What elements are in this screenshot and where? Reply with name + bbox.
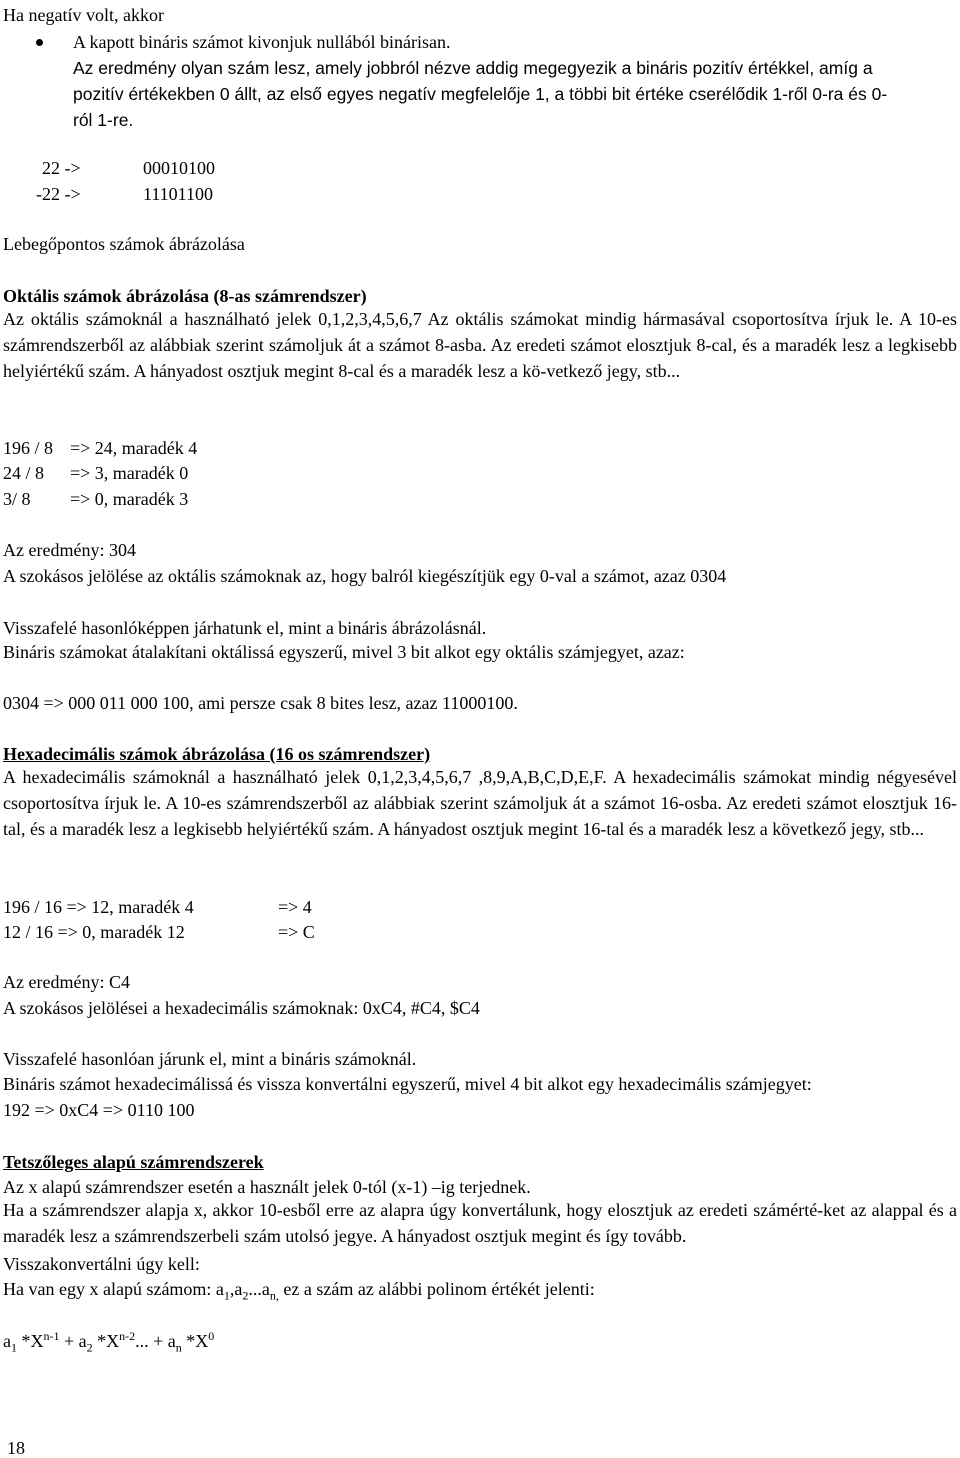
hex-notation: A szokásos jelölései a hexadecimális számoknak: 0xC4, #C4, $C4 xyxy=(3,998,480,1018)
negative-paragraph-line-3: ról 1-re. xyxy=(73,110,134,130)
octal-division-1-result: => 24, maradék 4 xyxy=(70,438,198,458)
arbitrary-line-2: Visszakonvertálni úgy kell: xyxy=(3,1254,200,1274)
negative-paragraph-line-1: Az eredmény olyan szám lesz, amely jobbról nézve addig megegyezik a bináris pozitív értékkel, amíg a xyxy=(73,58,873,78)
octal-notation: A szokásos jelölése az oktális számoknak az, hogy balról kiegészítjük egy 0-val a számot, azaz 0304 xyxy=(3,566,727,586)
octal-division-2-result: => 3, maradék 0 xyxy=(70,463,189,483)
octal-binary-example: 0304 => 000 011 000 100, ami persze csak 8 bites lesz, azaz 11000100. xyxy=(3,693,518,713)
hex-paragraph-text: A hexadecimális számoknál a használható jelek 0,1,2,3,4,5,6,7 ,8,9,A,B,C,D,E,F. A hexadecimális számokat mindig négyesével csoportosítva írjuk le. A 10-es számrendszerből az alábbiak szerint számoljuk át a számot 16-osba. Az eredeti számot elosztjuk 16-tal, és a maradék lesz a legkisebb helyiértékű szám. A hányadost osztjuk megint 16-tal és a maradék lesz a következő jegy, stb... xyxy=(3,767,957,839)
octal-back-2: Bináris számokat átalakítani oktálissá egyszerű, mivel 3 bit alkot egy oktális számjegyet, azaz: xyxy=(3,642,685,662)
hex-division-2-result: => C xyxy=(278,922,315,942)
octal-paragraph xyxy=(3,306,957,384)
negative-heading: Ha negatív volt, akkor xyxy=(3,5,164,25)
example-value-negative: 11101100 xyxy=(143,184,213,204)
negative-paragraph-line-2: pozitív értékekben 0 állt, az első egyes negatív megfelelője 1, a többi bit értéke cserélődik 1-ről 0-ra és 0- xyxy=(73,84,888,104)
octal-back-1: Visszafelé hasonlóképpen járhatunk el, mint a bináris ábrázolásnál. xyxy=(3,618,487,638)
hex-division-1-result: => 4 xyxy=(278,897,312,917)
hex-binary-example: 192 => 0xC4 => 0110 100 xyxy=(3,1100,195,1120)
example-label-positive: 22 -> xyxy=(42,158,81,178)
hex-division-2-expr: 12 / 16 => 0, maradék 12 xyxy=(3,922,185,942)
hex-heading: Hexadecimális számok ábrázolása (16 os számrendszer) xyxy=(3,744,431,764)
octal-division-3-result: => 0, maradék 3 xyxy=(70,489,189,509)
octal-division-2-expr: 24 / 8 xyxy=(3,463,45,483)
example-value-positive: 00010100 xyxy=(143,158,215,178)
hex-back-1: Visszafelé hasonlóan járunk el, mint a bináris számoknál. xyxy=(3,1049,417,1069)
arbitrary-paragraph-text: Ha a számrendszer alapja x, akkor 10-esből erre az alapra úgy konvertálunk, hogy elosztjuk az eredeti számérté-ket az alappal és a maradék lesz a számrendszerbeli szám utolsó jegye. A hányadost osztjuk megint és így tovább. xyxy=(3,1200,957,1246)
arbitrary-line-3-prefix: Ha van egy x alapú számom: a xyxy=(3,1279,224,1299)
arbitrary-line-3-suffix: ez a szám az alábbi polinom értékét jelenti: xyxy=(283,1279,595,1299)
polynomial-formula: $a_1$ $*X^{n-1} + a_2$ $*X^{n-2}$... + $a_n$ $*X^0$ xyxy=(3,1329,215,1355)
arbitrary-paragraph xyxy=(3,1197,957,1249)
octal-division-1-expr: 196 / 8 xyxy=(3,438,54,458)
arbitrary-line-3: Ha van egy x alapú számom: $a_1,a_2...a_{n,}$ ez a szám az alábbi polinom értékét jelenti: xyxy=(3,1279,595,1303)
hex-back-2: Bináris számot hexadecimálissá és vissza konvertálni egyszerű, mivel 4 bit alkot egy hexadecimális számjegyet: xyxy=(3,1074,812,1094)
octal-division-3-expr: 3/ 8 xyxy=(3,489,31,509)
negative-bullet-text: A kapott bináris számot kivonjuk nullából binárisan. xyxy=(73,32,451,52)
example-label-negative: -22 -> xyxy=(36,184,81,204)
bullet-dot xyxy=(36,39,43,46)
octal-paragraph-text: Az oktális számoknál a használható jelek 0,1,2,3,4,5,6,7 Az oktális számokat mindig hármasával csoportosítva írjuk le. A 10-es számrendszerből az alábbiak szerint számoljuk át a számot 8-asba. Az eredeti számot elosztjuk 8-cal, és a maradék lesz a legkisebb helyiértékű szám. A hányadost osztjuk megint 8-cal és a maradék lesz a kö-vetkező jegy, stb... xyxy=(3,309,957,381)
octal-result: Az eredmény: 304 xyxy=(3,540,136,560)
page-number: 18 xyxy=(7,1438,25,1458)
arbitrary-line-1: Az x alapú számrendszer esetén a használt jelek 0-tól (x-1) –ig terjednek. xyxy=(3,1177,531,1197)
floating-point-title: Lebegőpontos számok ábrázolása xyxy=(3,234,245,254)
hex-division-1-expr: 196 / 16 => 12, maradék 4 xyxy=(3,897,194,917)
hex-paragraph xyxy=(3,764,957,842)
octal-heading: Oktális számok ábrázolása (8-as számrendszer) xyxy=(3,286,367,306)
hex-result: Az eredmény: C4 xyxy=(3,972,130,992)
arbitrary-heading: Tetszőleges alapú számrendszerek xyxy=(3,1152,264,1172)
